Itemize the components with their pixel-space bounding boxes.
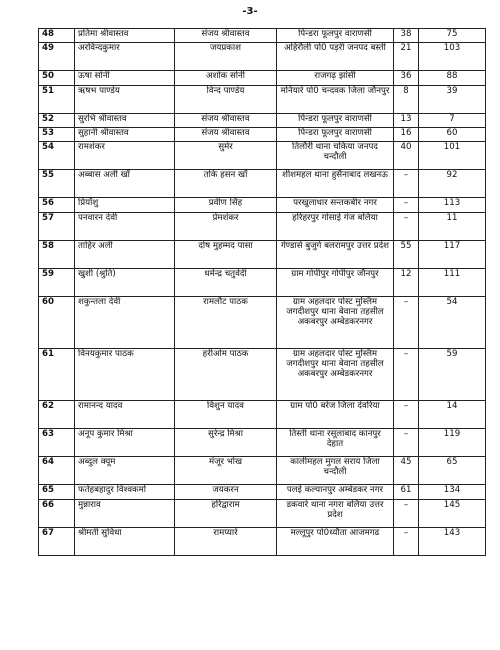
address: ग्राम पो0 बरेज जिला देवरिया (277, 401, 394, 429)
serial-number: 65 (39, 485, 75, 500)
serial-number: 67 (39, 528, 75, 556)
address: अहिरौली पो0 पड़री जनपद बस्ती (277, 43, 394, 71)
address: परखुलाधार सन्तकबीर नगर (277, 198, 394, 213)
father-name: संजय श्रीवास्तव (175, 128, 277, 142)
table-row (39, 213, 486, 241)
value-b: 54 (419, 297, 486, 349)
value-a: – (394, 401, 419, 429)
table-row (39, 43, 486, 71)
value-b: 145 (419, 500, 486, 528)
father-name: सुमेर (175, 142, 277, 170)
address: मनियारे पो0 चन्दवक जिला जौनपुर (277, 86, 394, 114)
address: ग्राम अहलदार पोस्ट मुस्लिम जगदीशपुर थाना बेवाना तहसील अकबरपुर अम्बेडकरनगर (277, 297, 394, 349)
value-a: – (394, 297, 419, 349)
address: ग्राम गोपीपुर गोपीपुर जौनपुर (277, 269, 394, 297)
father-name: प्रवीण सिंह (175, 198, 277, 213)
value-b: 92 (419, 170, 486, 198)
value-b: 111 (419, 269, 486, 297)
value-b: 88 (419, 71, 486, 86)
serial-number: 60 (39, 297, 75, 349)
value-a: 45 (394, 457, 419, 485)
value-a: 55 (394, 241, 419, 269)
value-b: 60 (419, 128, 486, 142)
serial-number: 49 (39, 43, 75, 71)
value-a: 13 (394, 114, 419, 128)
person-name: फतेहबहादुर विश्वकर्मा (75, 485, 175, 500)
value-a: 8 (394, 86, 419, 114)
person-name: पनवारन देवी (75, 213, 175, 241)
person-name: सुरभि श्रीवास्तव (75, 114, 175, 128)
table-row (39, 485, 486, 500)
table-row (39, 114, 486, 128)
person-name: रामानन्द यादव (75, 401, 175, 429)
serial-number: 55 (39, 170, 75, 198)
value-a: 61 (394, 485, 419, 500)
address: पलई कल्यानपुर अम्बेडकर नगर (277, 485, 394, 500)
value-b: 117 (419, 241, 486, 269)
person-name: मुन्नाराव (75, 500, 175, 528)
address: राजगढ़ झांसी (277, 71, 394, 86)
serial-number: 56 (39, 198, 75, 213)
person-name: अनूप कुमार मिश्रा (75, 429, 175, 457)
table-row (39, 128, 486, 142)
father-name: जयकरन (175, 485, 277, 500)
table-row (39, 457, 486, 485)
serial-number: 64 (39, 457, 75, 485)
address: डकवारे थाना नगरा बलिया उत्तर प्रदेश (277, 500, 394, 528)
table-row (39, 500, 486, 528)
address: शीशमहल थाना हुसैनाबाद लखनऊ (277, 170, 394, 198)
serial-number: 50 (39, 71, 75, 86)
person-name: अरविन्दकुमार (75, 43, 175, 71)
table-row (39, 142, 486, 170)
value-a: – (394, 170, 419, 198)
table-row (39, 198, 486, 213)
page-number: -3- (242, 6, 258, 17)
serial-number: 63 (39, 429, 75, 457)
address: पिन्डरा फूलपुर वाराणसी (277, 114, 394, 128)
table-row (39, 29, 486, 43)
value-b: 39 (419, 86, 486, 114)
value-b: 14 (419, 401, 486, 429)
serial-number: 66 (39, 500, 75, 528)
address: कालीमहल मुगल सराय जिला चन्दौली (277, 457, 394, 485)
father-name: रामप्यारे (175, 528, 277, 556)
father-name: संजय श्रीवास्तव (175, 114, 277, 128)
value-b: 103 (419, 43, 486, 71)
person-name: प्रतिमा श्रीवास्तव (75, 29, 175, 43)
father-name: विन्द पाण्डेय (175, 86, 277, 114)
person-name: रामशंकर (75, 142, 175, 170)
table-row (39, 429, 486, 457)
value-b: 143 (419, 528, 486, 556)
address: तिलौरी थाना चकिया जनपद चन्दौली (277, 142, 394, 170)
serial-number: 62 (39, 401, 75, 429)
table-row (39, 71, 486, 86)
serial-number: 59 (39, 269, 75, 297)
father-name: विशुन यादव (175, 401, 277, 429)
value-b: 101 (419, 142, 486, 170)
table-row (39, 349, 486, 401)
value-a: 40 (394, 142, 419, 170)
table-row (39, 86, 486, 114)
value-b: 59 (419, 349, 486, 401)
father-name: हरिद्वाराम (175, 500, 277, 528)
address: गेण्डार्स बुजुर्ग बलरामपुर उत्तर प्रदेश (277, 241, 394, 269)
value-a: 16 (394, 128, 419, 142)
person-name: खुशी (श्रुति) (75, 269, 175, 297)
serial-number: 48 (39, 29, 75, 43)
records-table (38, 28, 486, 556)
value-a: 36 (394, 71, 419, 86)
father-name: प्रेमशंकर (175, 213, 277, 241)
serial-number: 51 (39, 86, 75, 114)
father-name: जयप्रकाश (175, 43, 277, 71)
person-name: अब्दुल क्यूम (75, 457, 175, 485)
value-b: 75 (419, 29, 486, 43)
person-name: प्रियॉशु (75, 198, 175, 213)
value-a: – (394, 528, 419, 556)
value-a: – (394, 198, 419, 213)
serial-number: 58 (39, 241, 75, 269)
father-name: मंजूर भोख (175, 457, 277, 485)
address: पिन्डरा फूलपुर वाराणसी (277, 29, 394, 43)
person-name: विनयकुमार पाठक (75, 349, 175, 401)
value-b: 11 (419, 213, 486, 241)
father-name: अशोक सोनी (175, 71, 277, 86)
serial-number: 53 (39, 128, 75, 142)
table-row (39, 269, 486, 297)
father-name: रामलौट पाठक (175, 297, 277, 349)
value-b: 119 (419, 429, 486, 457)
father-name: तकि हसन खॉ (175, 170, 277, 198)
value-a: 12 (394, 269, 419, 297)
serial-number: 52 (39, 114, 75, 128)
address: तिस्ती थाना रसूलाबाद कानपुर देहात (277, 429, 394, 457)
table-row (39, 170, 486, 198)
father-name: हरीओम पाठक (175, 349, 277, 401)
table-row (39, 241, 486, 269)
records-table-body (39, 29, 486, 556)
address: मल्लूपुर पो0ध्यौता आजमगढ (277, 528, 394, 556)
person-name: अब्बास अली खॉ (75, 170, 175, 198)
person-name: ताहिर अली (75, 241, 175, 269)
serial-number: 57 (39, 213, 75, 241)
value-a: – (394, 213, 419, 241)
table-row (39, 297, 486, 349)
person-name: श्रीमती सुविधा (75, 528, 175, 556)
value-a: – (394, 429, 419, 457)
value-a: 21 (394, 43, 419, 71)
person-name: शकुन्तला देवी (75, 297, 175, 349)
value-b: 65 (419, 457, 486, 485)
father-name: दोष मुहम्मद पासा (175, 241, 277, 269)
person-name: ऊषा सोनी (75, 71, 175, 86)
father-name: सुरेन्द्र मिश्रा (175, 429, 277, 457)
value-a: 38 (394, 29, 419, 43)
address: ग्राम अहलदार पोस्ट मुस्लिम जगदीशपुर थाना बेवाना तहसील अकबरपुर अम्बेडकरनगर (277, 349, 394, 401)
address: हरिहरपुर गोसाई गंज बलिया (277, 213, 394, 241)
value-b: 134 (419, 485, 486, 500)
serial-number: 54 (39, 142, 75, 170)
person-name: ऋषभ पाण्डेय (75, 86, 175, 114)
person-name: सुहानी श्रीवास्तव (75, 128, 175, 142)
value-a: – (394, 500, 419, 528)
serial-number: 61 (39, 349, 75, 401)
father-name: संजय श्रीवास्तव (175, 29, 277, 43)
address: पिन्डरा फूलपुर वाराणसी (277, 128, 394, 142)
value-a: – (394, 349, 419, 401)
value-b: 7 (419, 114, 486, 128)
table-row (39, 528, 486, 556)
father-name: धर्मेन्द्र चतुर्वेदी (175, 269, 277, 297)
table-row (39, 401, 486, 429)
value-b: 113 (419, 198, 486, 213)
